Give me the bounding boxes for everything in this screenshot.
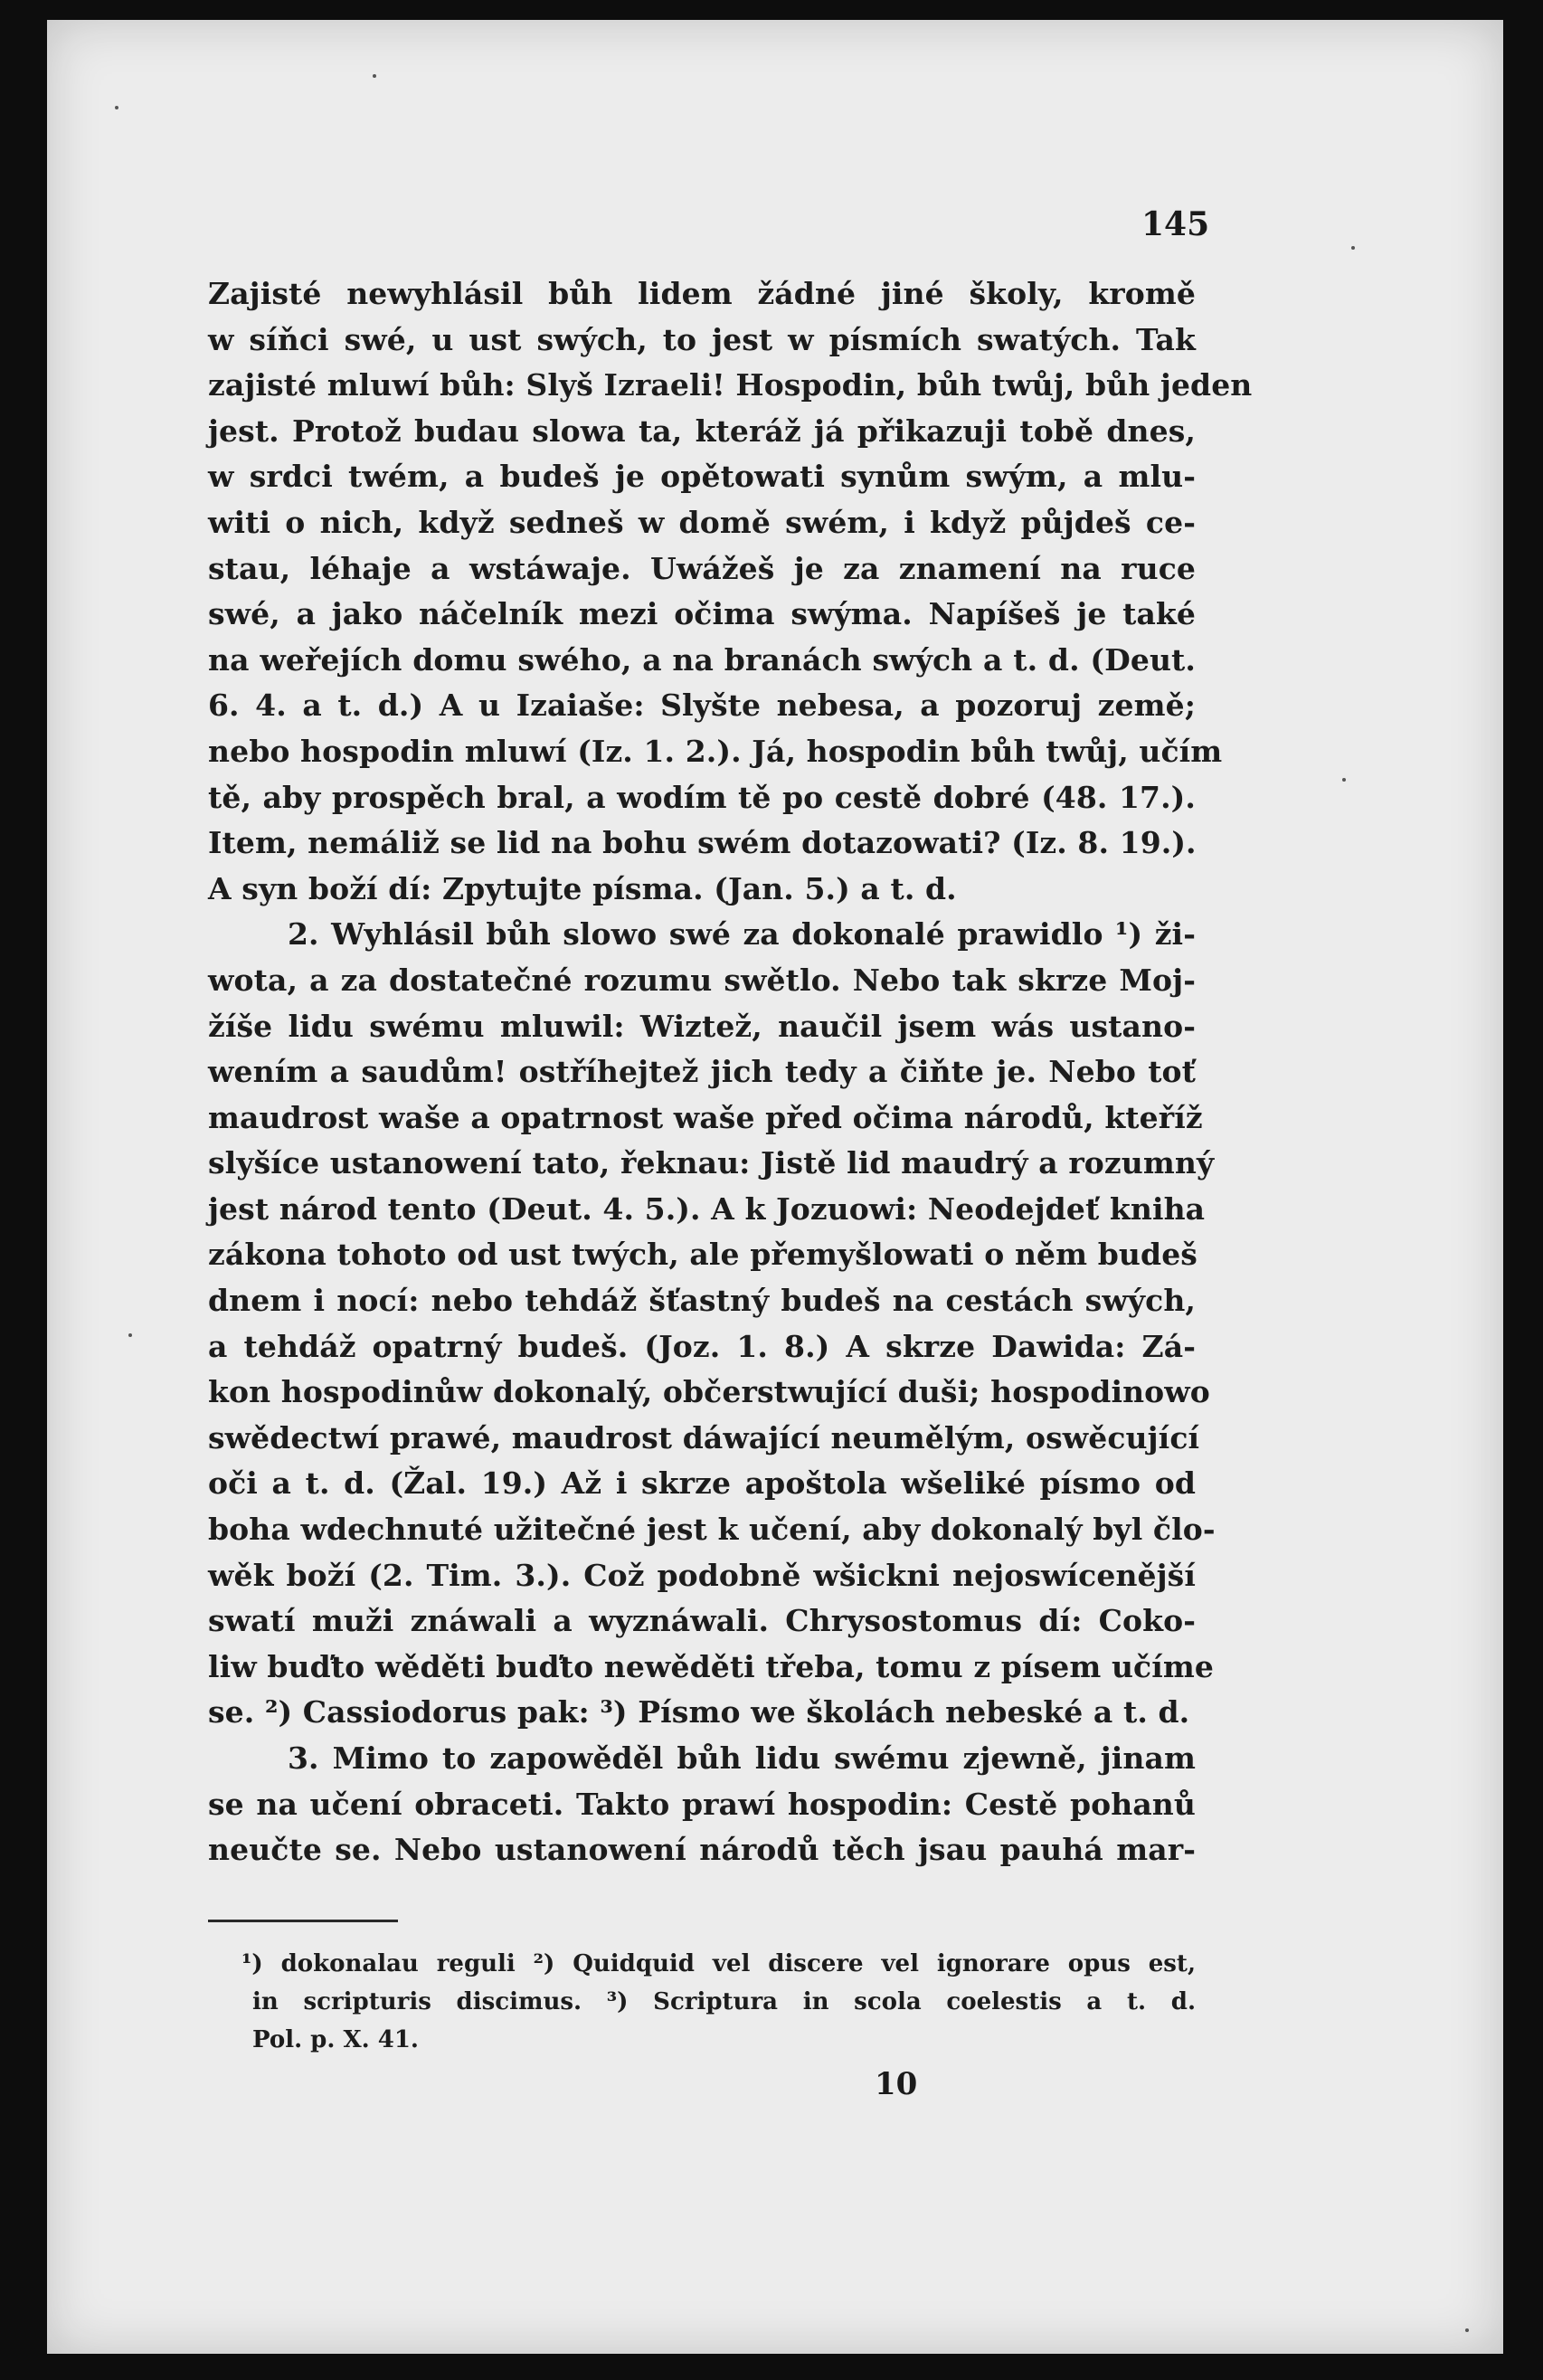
text-line: dnem i nocí: nebo tehdáž šťastný budeš na cestách swých, bbox=[208, 1283, 1196, 1319]
text-line: 6. 4. a t. d.) A u Izaiaše: Slyšte nebesa, a pozoruj země; bbox=[208, 687, 1196, 724]
text-line: wěk boží (2. Tim. 3.). Což podobně wšickni nejoswícenější bbox=[208, 1557, 1196, 1593]
paper-speck bbox=[1342, 778, 1346, 782]
text-line: zákona tohoto od ust twých, ale přemyšlowati o něm budeš bbox=[208, 1237, 1197, 1273]
text-line: se. ²) Cassiodorus pak: ³) Písmo we školách nebeské a t. d. bbox=[208, 1694, 1190, 1730]
text-line: maudrost waše a opatrnost waše před očima národů, kteříž bbox=[208, 1099, 1203, 1135]
signature-mark: 10 bbox=[875, 2066, 918, 2102]
text-line: slyšíce ustanowení tato, řeknau: Jistě lid maudrý a rozumný bbox=[208, 1145, 1215, 1181]
text-line: nebo hospodin mluwí (Iz. 1. 2.). Já, hospodin bůh twůj, učím bbox=[208, 733, 1223, 769]
book-page bbox=[47, 20, 1503, 2354]
paper-speck bbox=[373, 74, 376, 78]
text-line: zajisté mluwí bůh: Slyš Izraeli! Hospodin, bůh twůj, bůh jeden bbox=[208, 367, 1253, 403]
text-line: kon hospodinůw dokonalý, občerstwující duši; hospodinowo bbox=[208, 1374, 1210, 1410]
text-line: žíše lidu swému mluwil: Wiztež, naučil jsem wás ustano- bbox=[208, 1008, 1196, 1044]
paper-speck bbox=[115, 106, 118, 109]
paper-speck bbox=[128, 1333, 132, 1337]
text-line: Zajisté newyhlásil bůh lidem žádné jiné školy, kromě bbox=[208, 276, 1196, 311]
footnotes bbox=[241, 1945, 1196, 2059]
text-line: liw buďto wěděti buďto newěděti třeba, tomu z písem učíme bbox=[208, 1648, 1214, 1684]
body-text bbox=[208, 271, 1253, 1873]
text-line: A syn boží dí: Zpytujte písma. (Jan. 5.) a t. d. bbox=[208, 870, 957, 906]
text-line: tě, aby prospěch bral, a wodím tě po cestě dobré (48. 17.). bbox=[208, 779, 1196, 815]
paper-speck bbox=[1465, 2328, 1469, 2332]
text-line: 2. Wyhlásil bůh slowo swé za dokonalé prawidlo ¹) ži- bbox=[288, 916, 1196, 953]
text-line: oči a t. d. (Žal. 19.) Až i skrze apoštola wšeliké písmo od bbox=[208, 1465, 1196, 1502]
text-line: swé, a jako náčelník mezi očima swýma. Napíšeš je také bbox=[208, 596, 1196, 632]
text-line: boha wdechnuté užitečné jest k učení, aby dokonalý byl člo- bbox=[208, 1512, 1216, 1548]
text-line: wota, a za dostatečné rozumu swětlo. Nebo tak skrze Moj- bbox=[208, 962, 1196, 998]
text-line: swědectwí prawé, maudrost dáwající neumělým, oswěcující bbox=[208, 1419, 1200, 1455]
text-line: se na učení obraceti. Takto prawí hospodin: Cestě pohanů bbox=[208, 1786, 1196, 1822]
text-line: w síňci swé, u ust swých, to jest w písmích swatých. Tak bbox=[208, 321, 1196, 357]
text-line: jest. Protož budau slowa ta, kteráž já přikazuji tobě dnes, bbox=[208, 412, 1196, 449]
footnote-line: ¹) dokonalau reguli ²) Quidquid vel discere vel ignorare opus est, bbox=[241, 1950, 1196, 1977]
footnote-line: in scripturis discimus. ³) Scriptura in scola coelestis a t. d. bbox=[252, 1988, 1196, 2015]
text-line: neučte se. Nebo ustanowení národů těch jsau pauhá mar- bbox=[208, 1832, 1196, 1868]
text-line: w srdci twém, a budeš je opětowati synům swým, a mlu- bbox=[208, 459, 1196, 495]
text-line: stau, léhaje a wstáwaje. Uwážeš je za znamení na ruce bbox=[208, 550, 1196, 586]
footnote-rule bbox=[208, 1920, 398, 1922]
text-line: wením a saudům! ostříhejtež jich tedy a čiňte je. Nebo toť bbox=[208, 1054, 1196, 1090]
text-line: witi o nich, když sedneš w domě swém, i když půjdeš ce- bbox=[208, 504, 1196, 540]
paper-speck bbox=[1351, 246, 1355, 250]
text-line: Item, nemáliž se lid na bohu swém dotazowati? (Iz. 8. 19.). bbox=[208, 825, 1197, 861]
text-line: na weřejích domu swého, a na branách swých a t. d. (Deut. bbox=[208, 641, 1196, 678]
text-line: 3. Mimo to zapowěděl bůh lidu swému zjewně, jinam bbox=[288, 1740, 1196, 1776]
text-line: jest národ tento (Deut. 4. 5.). A k Jozuowi: Neodejdeť kniha bbox=[208, 1190, 1206, 1227]
page-number: 145 bbox=[1141, 205, 1210, 243]
text-line: a tehdáž opatrný budeš. (Joz. 1. 8.) A skrze Dawida: Zá- bbox=[208, 1328, 1196, 1364]
text-line: swatí muži znáwali a wyznáwali. Chrysostomus dí: Coko- bbox=[208, 1603, 1196, 1639]
footnote-line: Pol. p. X. 41. bbox=[252, 2026, 419, 2053]
